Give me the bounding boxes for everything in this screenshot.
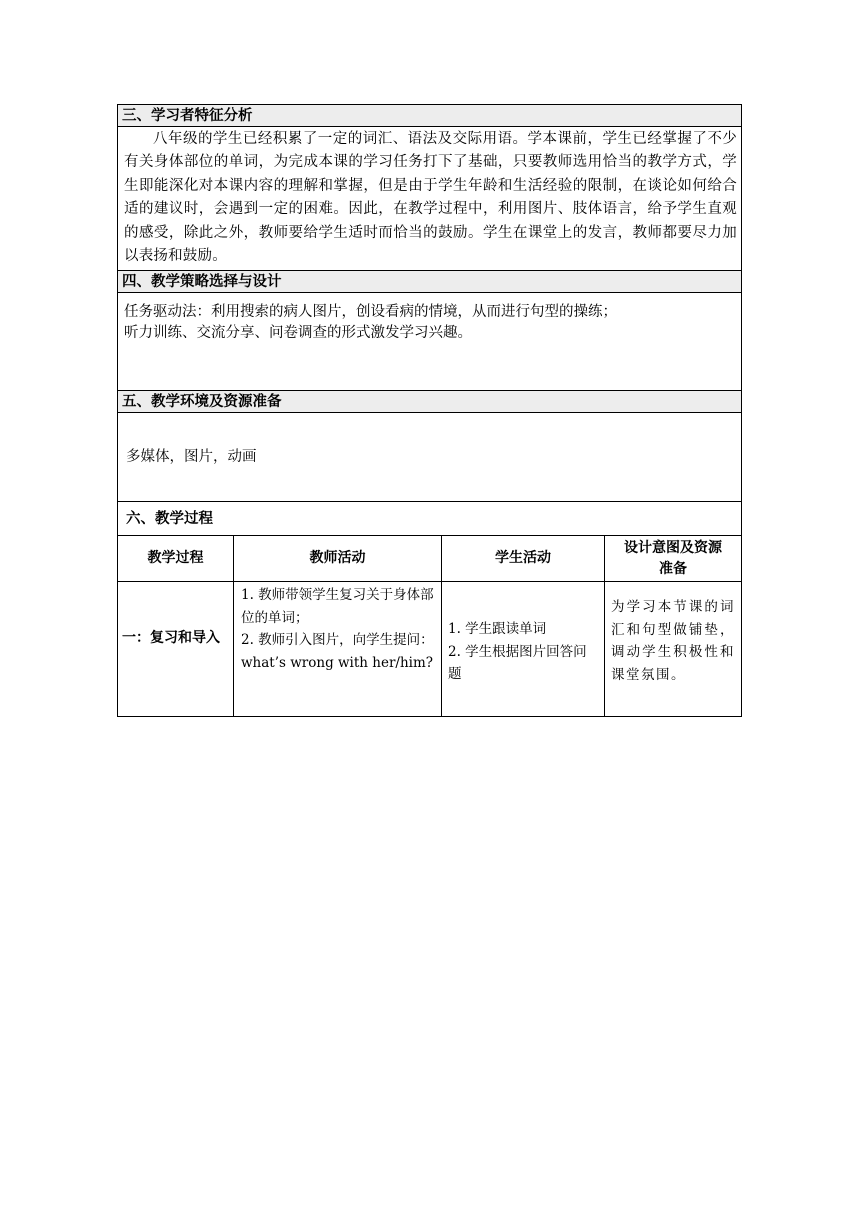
column-header: 教师活动 (234, 536, 442, 581)
strategy-line: 任务驱动法：利用搜索的病人图片，创设看病的情境，从而进行句型的操练； (124, 304, 617, 321)
column-header: 学生活动 (442, 536, 605, 581)
resources-text: 多媒体，图片，动画 (126, 449, 257, 466)
section-heading-learner-analysis (118, 105, 741, 127)
teacher-activity-item: 2. 教师引入图片，向学生提问：what’s wrong with her/him? (241, 632, 434, 671)
column-header: 教学过程 (118, 536, 234, 581)
student-activity-item: 1. 学生跟读单词 (448, 621, 547, 638)
process-table (118, 536, 741, 716)
teacher-activity-item: 1. 教师带领学生复习关于身体部位的单词； (241, 587, 434, 626)
section-body-strategy (118, 293, 741, 391)
section-title: 六、教学过程 (126, 511, 213, 528)
table-row (118, 582, 741, 716)
stage-cell: 一：复习和导入 (118, 582, 234, 716)
design-intent-cell: 为学习本节课的词汇和句型做铺垫，调动学生积极性和课堂氛围。 (611, 599, 735, 683)
lesson-plan-table (117, 104, 742, 717)
section-heading-strategy (118, 271, 741, 293)
column-header: 设计意图及资源准备 (624, 539, 722, 577)
section-body-learner-analysis (118, 127, 741, 271)
section-body-resources (118, 413, 741, 502)
strategy-line: 听力训练、交流分享、问卷调查的形式激发学习兴趣。 (124, 325, 472, 342)
student-activity-item: 2. 学生根据图片回答问题 (448, 643, 587, 683)
section-title: 三、学习者特征分析 (122, 108, 253, 124)
process-table-header (118, 536, 741, 582)
section-title: 五、教学环境及资源准备 (122, 394, 282, 411)
section-heading-process (118, 502, 741, 536)
teacher-activity-cell (234, 582, 442, 716)
student-activity-cell (442, 582, 605, 716)
section-heading-resources (118, 391, 741, 413)
section-title: 四、教学策略选择与设计 (122, 274, 282, 291)
learner-analysis-paragraph: 八年级的学生已经积累了一定的词汇、语法及交际用语。学本课前，学生已经掌握了不少有关身体部位的单词，为完成本课的学习任务打下了基础，只要教师选用恰当的教学方式，学生即能深化对本课内容的理解和掌握，但是由于学生年龄和生活经验的限制，在谈论如何给合适的建议时，会遇到一定的困难。因此，在教学过程中，利用图片、肢体语言，给予学生直观的感受，除此之外，教师要给学生适时而恰当的鼓励。学生在课堂上的发言，教师都要尽力加以表扬和鼓励。 (124, 131, 737, 265)
